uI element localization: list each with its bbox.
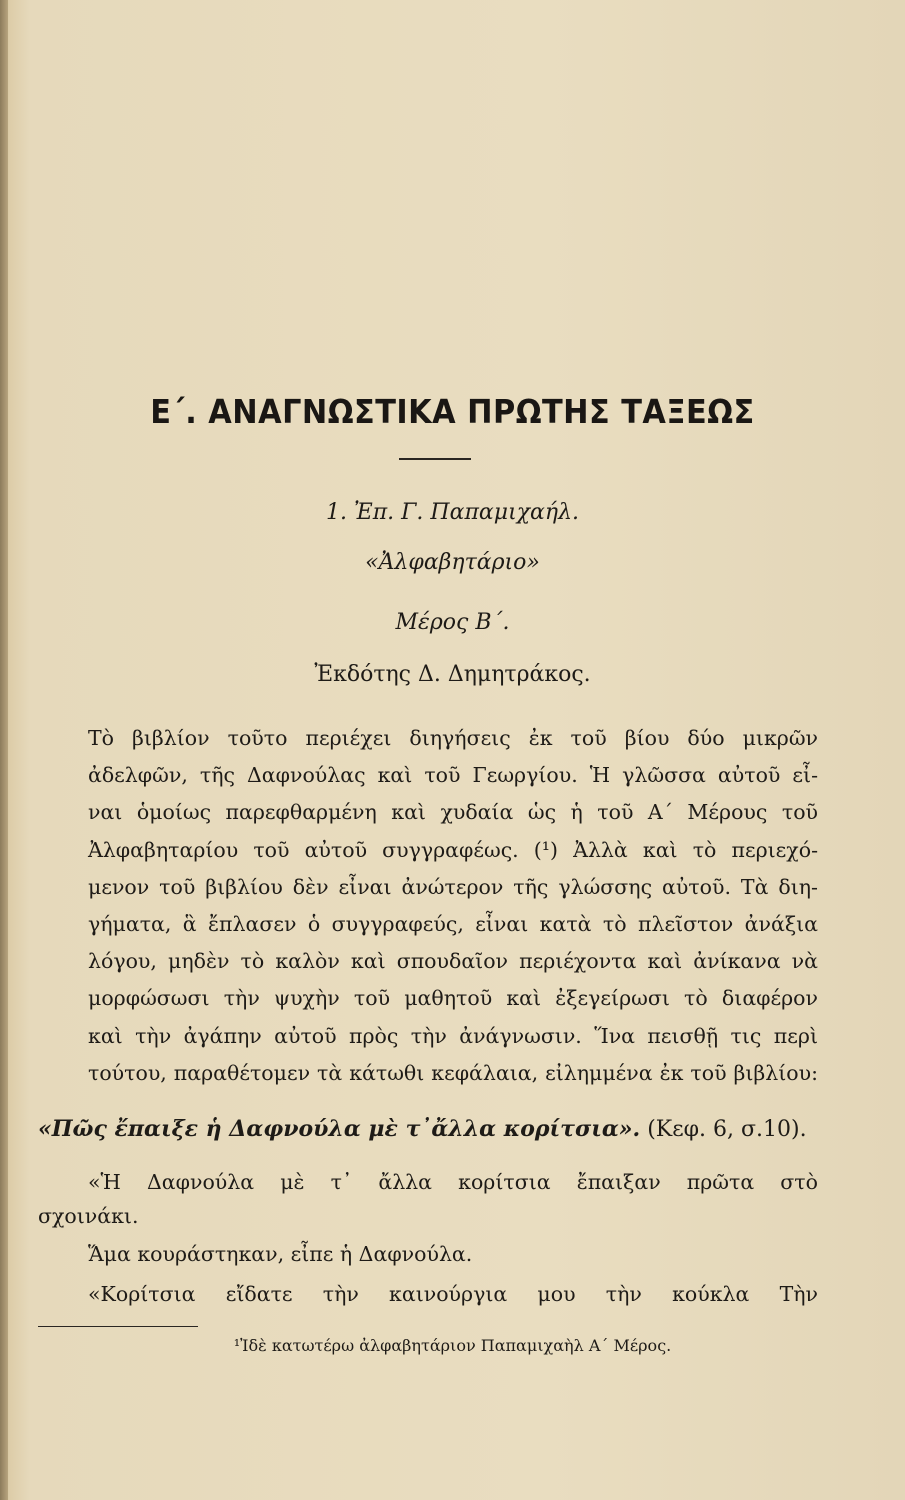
paragraph-line: ἀδελφῶν, τῆς Δαφνούλας καὶ τοῦ Γεωργίου. Ἡ γλῶσσα αὐτοῦ εἶ- [88, 763, 818, 788]
quote-line-1: «Ἡ Δαφνούλα μὲ τ᾽ ἄλλα κορίτσια ἔπαιξαν πρῶτα στὸ [88, 1170, 818, 1194]
section-heading: Ε΄. ΑΝΑΓΝΩΣΤΙΚΑ ΠΡΩΤΗΣ ΤΑΞΕΩΣ [150, 392, 755, 431]
paragraph-line: Ἀλφαβηταρίου τοῦ αὐτοῦ συγγραφέως. (¹) Ἀλλὰ καὶ τὸ περιεχό- [88, 837, 818, 862]
entry-title: «Ἀλφαβητάριο» [365, 550, 540, 575]
footnote-rule [38, 1326, 198, 1327]
heading-rule [399, 458, 471, 460]
paragraph-line: μορφώσωσι τὴν ψυχὴν τοῦ μαθητοῦ καὶ ἐξεγείρωσι τὸ διαφέρον [88, 986, 818, 1011]
entry-author: 1. Ἐπ. Γ. Παπαμιχαήλ. [325, 500, 580, 525]
quote-line-3: Ἅμα κουράστηκαν, εἶπε ἡ Δαφνούλα. [88, 1242, 473, 1266]
quote-line-4: «Κορίτσια εἴδατε τὴν καινούργια μου τὴν κούκλα Τὴν [88, 1282, 818, 1306]
paragraph-line: ναι ὁμοίως παρεφθαρμένη καὶ χυδαία ὡς ἡ τοῦ Α΄ Μέρους τοῦ [88, 800, 818, 825]
chapter-line [38, 1116, 818, 1142]
paragraph-line: λόγου, μηδὲν τὸ καλὸν καὶ σπουδαῖον περιέχοντα καὶ ἀνίκανα νὰ [88, 949, 818, 974]
paragraph-line: μενον τοῦ βιβλίου δὲν εἶναι ἀνώτερον τῆς γλώσσης αὐτοῦ. Τὰ διη- [88, 874, 818, 899]
chapter-title: «Πῶς ἔπαιξε ἡ Δαφνούλα μὲ τ᾽ἄλλα κορίτσια». [38, 1116, 641, 1142]
review-paragraph [38, 720, 818, 1092]
footnote: ¹Ἰδὲ κατωτέρω ἀλφαβητάριον Παπαμιχαὴλ Α΄ Μέρος. [233, 1336, 672, 1355]
paragraph-line: Τὸ βιβλίον τοῦτο περιέχει διηγήσεις ἐκ τοῦ βίου δύο μικρῶν [88, 726, 818, 750]
paragraph-line: τούτου, παραθέτομεν τὰ κάτωθι κεφάλαια, εἰλημμένα ἐκ τοῦ βιβλίου: [88, 1060, 818, 1085]
entry-part: Μέρος Β΄. [395, 610, 510, 635]
paragraph-line: γήματα, ἃ ἔπλασεν ὁ συγγραφεύς, εἶναι κατὰ τὸ πλεῖστον ἀνάξια [88, 912, 818, 937]
chapter-ref: (Κεφ. 6, σ.10). [647, 1117, 807, 1142]
entry-publisher: Ἐκδότης Δ. Δημητράκος. [314, 662, 591, 687]
quote-line-2: σχοινάκι. [38, 1204, 139, 1228]
paragraph-line: καὶ τὴν ἀγάπην αὐτοῦ πρὸς τὴν ἀνάγνωσιν. Ἵνα πεισθῇ τις περὶ [88, 1023, 818, 1048]
